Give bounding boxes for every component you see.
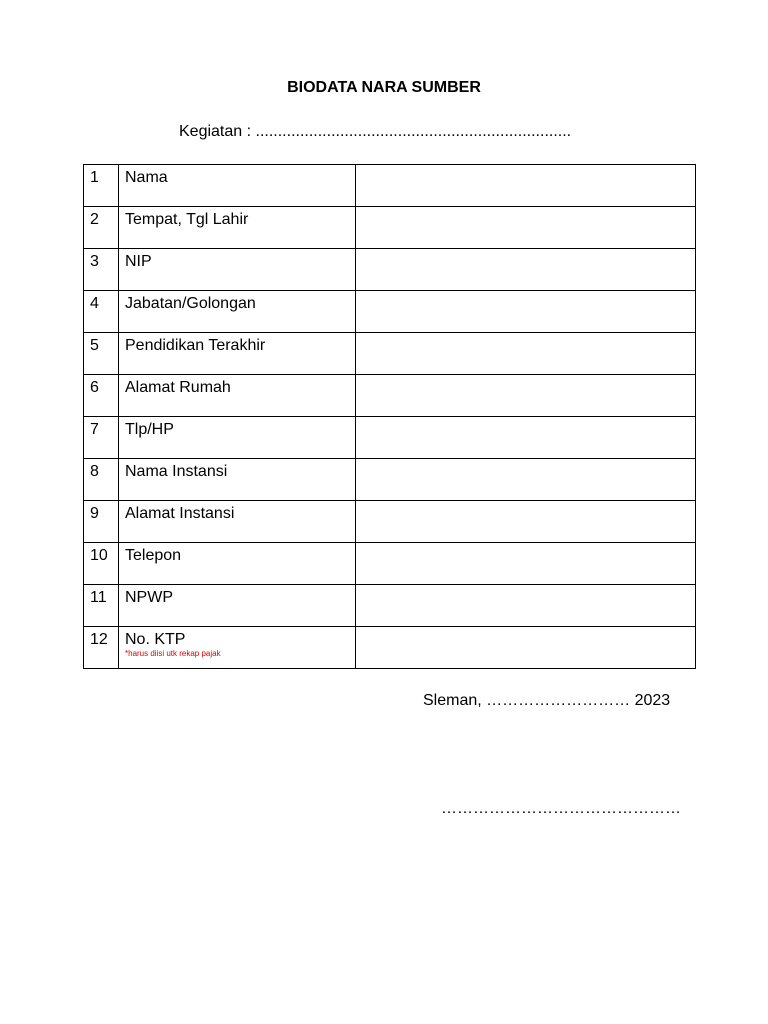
table-row	[84, 501, 696, 543]
signature-line: ………………………………………	[441, 800, 681, 817]
value-cell[interactable]	[356, 249, 696, 291]
biodata-table	[83, 164, 696, 669]
row-label: Tlp/HP	[125, 421, 174, 438]
kegiatan-line: Kegiatan : .......................................................................	[179, 123, 572, 140]
table-row	[84, 585, 696, 627]
row-label: Pendidikan Terakhir	[125, 337, 266, 354]
value-cell[interactable]	[356, 375, 696, 417]
value-cell[interactable]	[356, 207, 696, 249]
row-label: Alamat Rumah	[125, 379, 231, 396]
value-cell[interactable]	[356, 543, 696, 585]
value-cell[interactable]	[356, 165, 696, 207]
row-label: NPWP	[125, 589, 173, 606]
row-number: 9	[90, 505, 99, 522]
value-cell[interactable]	[356, 291, 696, 333]
row-label: Nama Instansi	[125, 463, 228, 480]
value-cell[interactable]	[356, 627, 696, 669]
table-row	[84, 291, 696, 333]
row-label: Jabatan/Golongan	[125, 295, 256, 312]
value-cell[interactable]	[356, 333, 696, 375]
value-cell[interactable]	[356, 501, 696, 543]
row-number: 12	[90, 631, 108, 648]
row-number: 6	[90, 379, 99, 396]
row-number: 5	[90, 337, 99, 354]
table-row	[84, 417, 696, 459]
row-label: NIP	[125, 253, 152, 270]
row-number: 2	[90, 211, 99, 228]
place-date-line: Sleman, ……………………… 2023	[423, 692, 671, 709]
document-title: BIODATA NARA SUMBER	[287, 79, 481, 96]
row-number: 4	[90, 295, 99, 312]
row-number: 7	[90, 421, 99, 438]
table-row	[84, 249, 696, 291]
row-number: 8	[90, 463, 99, 480]
value-cell[interactable]	[356, 585, 696, 627]
tax-note: *harus diisi utk rekap pajak	[125, 649, 221, 658]
table-row	[84, 333, 696, 375]
table-row	[84, 207, 696, 249]
row-number: 10	[90, 547, 108, 564]
row-number: 11	[90, 589, 107, 606]
row-number: 3	[90, 253, 99, 270]
row-label: No. KTP	[125, 631, 186, 648]
row-label: Tempat, Tgl Lahir	[125, 211, 249, 228]
row-label: Alamat Instansi	[125, 505, 235, 522]
value-cell[interactable]	[356, 459, 696, 501]
table-row	[84, 459, 696, 501]
table-row	[84, 375, 696, 417]
table-row	[84, 165, 696, 207]
table-row	[84, 543, 696, 585]
row-number: 1	[90, 169, 99, 186]
row-label: Telepon	[125, 547, 182, 564]
table-row	[84, 627, 696, 669]
value-cell[interactable]	[356, 417, 696, 459]
row-label: Nama	[125, 169, 168, 186]
